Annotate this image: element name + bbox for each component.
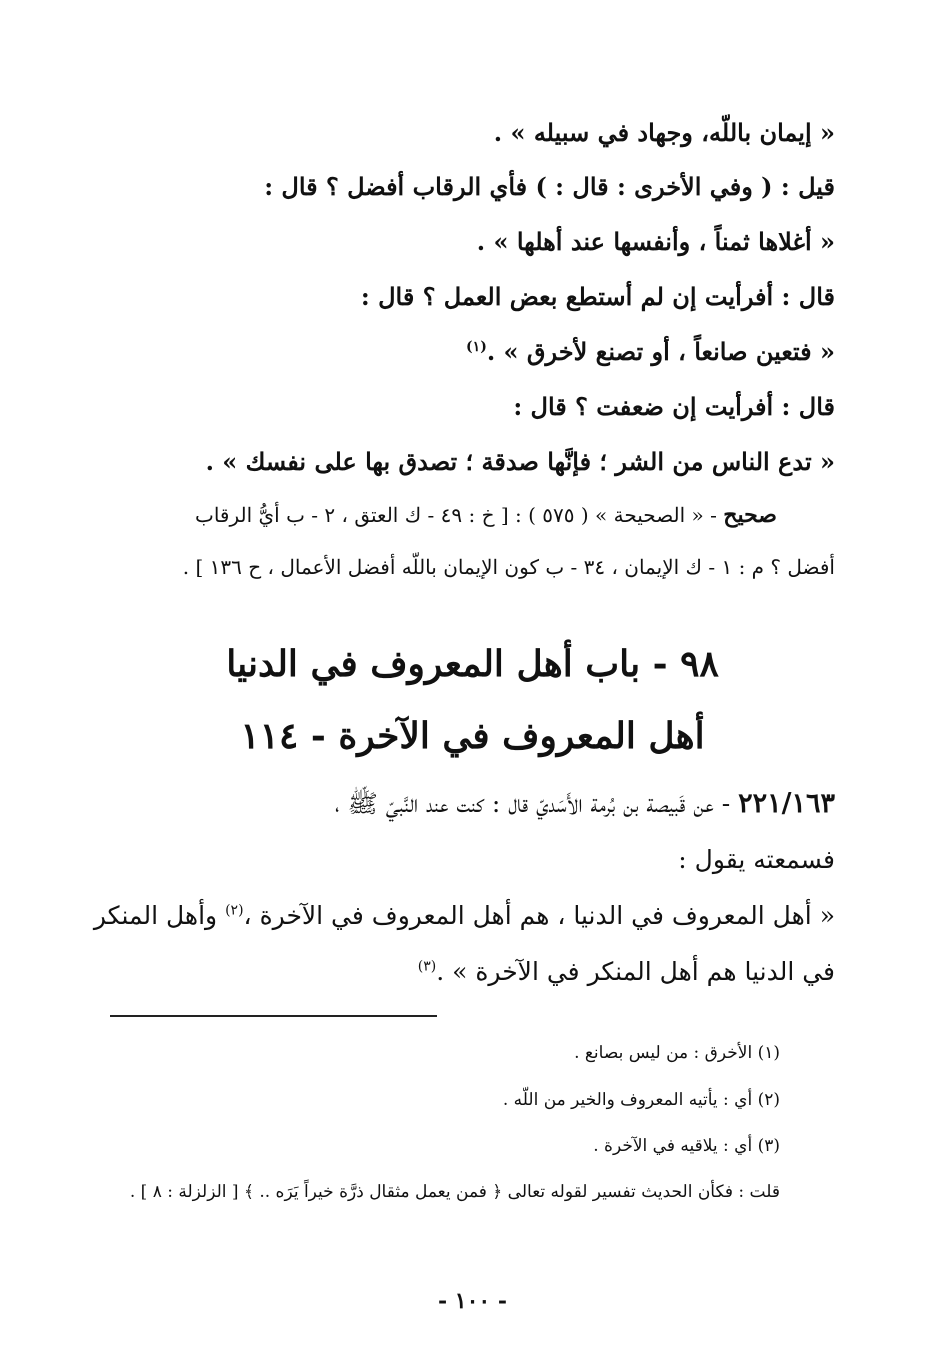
hadith-line-text: « فتعين صانعاً ، أو تصنع لأخرق » .	[486, 337, 835, 366]
footnote: قلت : فكأن الحديث تفسير لقوله تعالى ﴿ فمن يعمل مثقال ذرَّة خيراً يَرَه .. ﴾ [ الزلزلة : ٨ ] .	[129, 1182, 780, 1202]
hadith-text	[70, 898, 835, 934]
footnote: (٣) أي : يلاقيه في الآخرة .	[593, 1136, 780, 1156]
hadith-line: قيل : ( وفي الأخرى : قال : ) فأي الرقاب أفضل ؟ قال :	[264, 172, 835, 201]
hadith-number: ٢٢١/١٦٣	[738, 788, 835, 819]
footnote-marker: (٣)	[417, 958, 437, 975]
hadith-intro-cont: فسمعته يقول :	[678, 845, 835, 874]
page-number: - ١٠٠ -	[437, 1288, 508, 1314]
chapter-title: ٩٨ - باب أهل المعروف في الدنيا	[226, 643, 719, 685]
hadith-line: « تدع الناس من الشر ؛ فإنَّها صدقة ؛ تصدق بها على نفسك » .	[205, 447, 835, 476]
footnote-marker: (٢)	[225, 902, 244, 919]
source-citation-line	[70, 500, 777, 530]
hadith-line	[70, 335, 835, 369]
footnote-divider	[110, 1015, 437, 1017]
footnote: (٢) أي : يأتيه المعروف والخير من اللّه .	[502, 1090, 780, 1110]
footnote-marker: (١)	[466, 339, 487, 355]
hadith-line: قال : أفرأيت إن ضعفت ؟ قال :	[513, 392, 835, 421]
hadith-line: « أغلاها ثمناً ، وأنفسها عند أهلها » .	[476, 227, 835, 256]
source-citation-text: - « الصحيحة » ( ٥٧٥ ) : [ خ : ٤٩ - ك العتق ، ٢ - ب أيُّ الرقاب	[195, 503, 724, 527]
hadith-line: « إيمان باللّه، وجهاد في سبيله » .	[493, 118, 835, 147]
hadith-text	[70, 954, 835, 990]
hadith-line: قال : أفرأيت إن لم أستطع بعض العمل ؟ قال :	[360, 282, 835, 311]
hadith-intro-text: - عن قَبيصة بن بُرمة الأَسَديّ قال : كنت عند النَّبيّ ﷺ ،	[334, 789, 739, 818]
chapter-subtitle: أهل المعروف في الآخرة - ١١٤	[240, 715, 705, 757]
hadith-intro	[70, 786, 835, 822]
grade-label: صحيح	[723, 502, 777, 528]
source-citation-line: أفضل ؟ م : ١ - ك الإيمان ، ٣٤ - ب كون الإيمان باللّه أفضل الأعمال ، ح ١٣٦ ] .	[182, 555, 835, 579]
hadith-text-part: « أهل المعروف في الدنيا ، هم أهل المعروف في الآخرة ،	[243, 901, 835, 930]
footnote: (١) الأخرق : من ليس بصانع .	[574, 1043, 780, 1063]
hadith-text-part: وأهل المنكر	[93, 901, 226, 930]
hadith-text-part: في الدنيا هم أهل المنكر في الآخرة » .	[436, 957, 835, 986]
